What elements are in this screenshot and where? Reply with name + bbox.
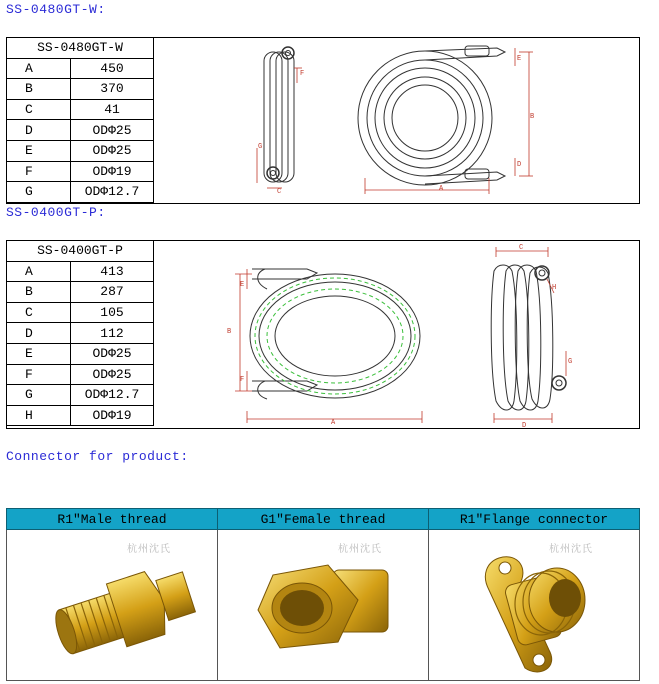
coil-side-view-drawing <box>237 38 337 203</box>
table-row <box>7 323 154 344</box>
table-row <box>7 140 154 161</box>
table-row <box>7 120 154 141</box>
row-key: G <box>7 182 71 203</box>
row-key: E <box>7 140 71 161</box>
table-row <box>7 99 154 120</box>
row-key: C <box>7 99 71 120</box>
table-row <box>7 405 154 426</box>
section2-table-title: SS-0400GT-P <box>7 241 154 261</box>
row-key: A <box>7 261 71 282</box>
row-value: ODΦ19 <box>71 405 154 426</box>
table-row <box>7 385 154 406</box>
row-key: E <box>7 343 71 364</box>
coil-front-view-drawing <box>347 38 547 203</box>
row-key: H <box>7 405 71 426</box>
coil2-side-view-drawing <box>482 241 592 429</box>
row-value: 287 <box>71 282 154 303</box>
section1-table-title: SS-0480GT-W <box>7 38 154 58</box>
row-key: C <box>7 302 71 323</box>
section1-heading: SS-0480GT-W: <box>6 2 106 17</box>
connector-header-male: R1″Male thread <box>7 509 218 530</box>
dim-label-h: H <box>552 284 557 292</box>
row-value: ODΦ25 <box>71 343 154 364</box>
dim-label-c: C <box>277 188 282 196</box>
row-key: B <box>7 282 71 303</box>
row-value: ODΦ25 <box>71 364 154 385</box>
section2-heading: SS-0400GT-P: <box>6 205 106 220</box>
row-value: 105 <box>71 302 154 323</box>
dim-label-d: D <box>517 161 522 169</box>
row-key: D <box>7 120 71 141</box>
table-row <box>7 364 154 385</box>
row-value: ODΦ19 <box>71 161 154 182</box>
watermark: 杭州沈氏 <box>127 544 171 555</box>
section2-block <box>6 240 640 429</box>
dim-label-e: E <box>517 55 522 63</box>
row-value: ODΦ12.7 <box>71 385 154 406</box>
dim-label-f: F <box>240 376 245 384</box>
coil2-front-view-drawing <box>207 241 437 429</box>
connector-cell-male <box>7 530 218 681</box>
row-key: F <box>7 161 71 182</box>
section2-spec-table <box>7 241 154 426</box>
table-row <box>7 58 154 79</box>
male-thread-fitting-image <box>7 530 222 680</box>
row-value: ODΦ25 <box>71 120 154 141</box>
watermark: 杭州沈氏 <box>338 544 382 555</box>
table-row <box>7 302 154 323</box>
table-row <box>7 161 154 182</box>
female-thread-fitting-image <box>218 530 433 680</box>
connector-header-female: G1″Female thread <box>218 509 429 530</box>
table-row <box>7 182 154 203</box>
row-value: ODΦ25 <box>71 140 154 161</box>
dim-label-a: A <box>331 419 336 427</box>
row-key: G <box>7 385 71 406</box>
row-value: 41 <box>71 99 154 120</box>
connector-heading: Connector for product: <box>6 449 189 464</box>
table-row <box>7 79 154 100</box>
connector-header-flange: R1″Flange connector <box>429 509 640 530</box>
dim-label-g: G <box>258 143 263 151</box>
row-value: ODΦ12.7 <box>71 182 154 203</box>
connector-cell-female <box>218 530 429 681</box>
row-key: F <box>7 364 71 385</box>
table-row <box>7 282 154 303</box>
dim-label-g: G <box>568 358 573 366</box>
section1-block <box>6 37 640 204</box>
row-value: 370 <box>71 79 154 100</box>
row-value: 450 <box>71 58 154 79</box>
watermark: 杭州沈氏 <box>549 544 593 555</box>
row-key: A <box>7 58 71 79</box>
connector-table <box>6 508 640 681</box>
table-row <box>7 343 154 364</box>
dim-label-b: B <box>227 328 232 336</box>
dim-label-c: C <box>519 244 524 252</box>
flange-connector-image <box>429 530 644 680</box>
connector-cell-flange <box>429 530 640 681</box>
row-value: 112 <box>71 323 154 344</box>
row-value: 413 <box>71 261 154 282</box>
dim-label-e: E <box>240 281 245 289</box>
dim-label-b: B <box>530 113 535 121</box>
row-key: D <box>7 323 71 344</box>
dim-label-d: D <box>522 422 527 429</box>
row-key: B <box>7 79 71 100</box>
dim-label-a: A <box>439 185 444 193</box>
table-row <box>7 261 154 282</box>
dim-label-f: F <box>300 70 305 78</box>
section1-spec-table <box>7 38 154 203</box>
